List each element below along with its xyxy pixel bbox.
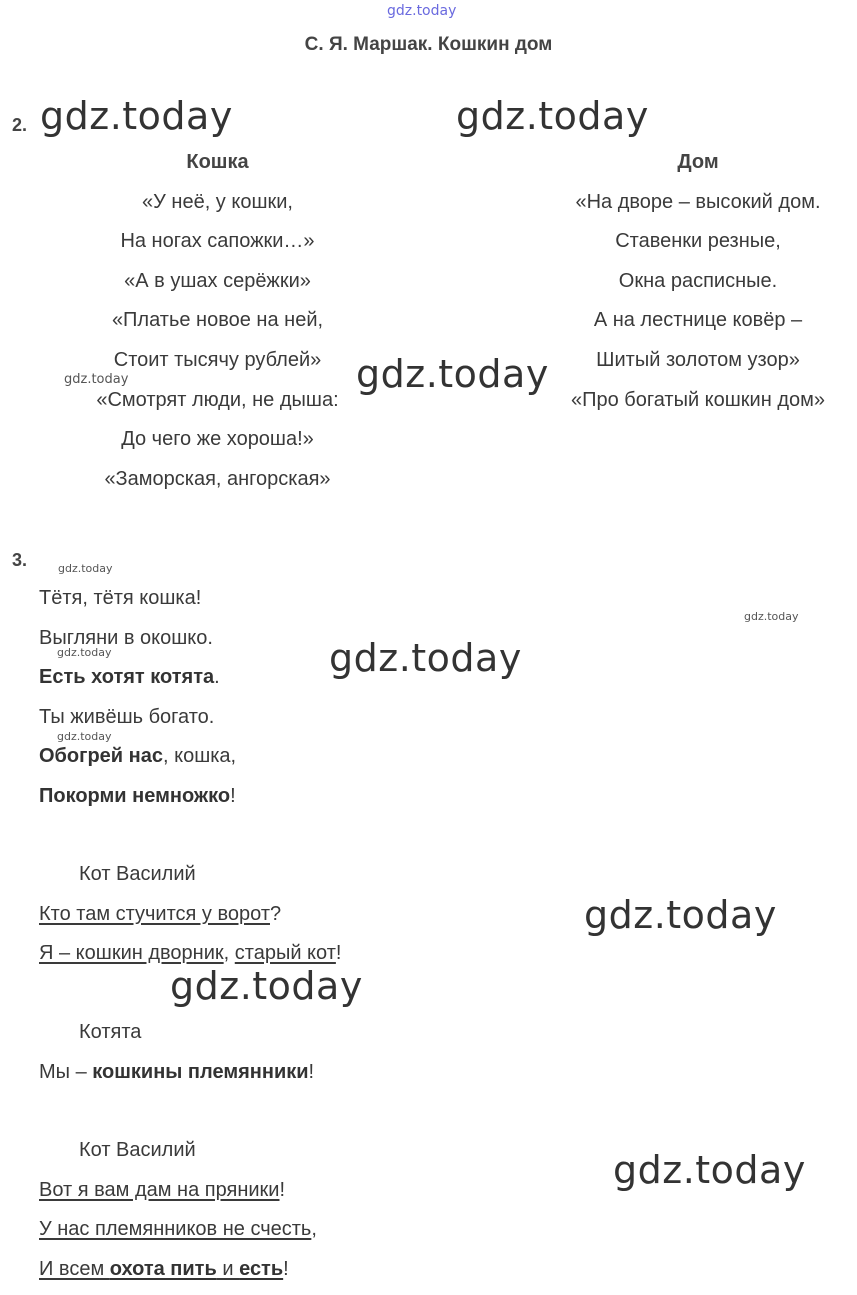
verse-text: . xyxy=(214,666,220,689)
watermark-small: gdz.today xyxy=(58,562,113,575)
cat-line: Стоит тысячу рублей» xyxy=(113,348,322,371)
watermark: gdz.today xyxy=(456,94,649,138)
verse-underlined: Кто там стучится у ворот xyxy=(39,902,270,925)
house-line: Шитый золотом узор» xyxy=(596,348,800,371)
verse-text: , xyxy=(223,942,235,965)
verse-text: Мы – xyxy=(39,1060,93,1083)
verse-text: , кошка, xyxy=(162,745,237,768)
page-title: С. Я. Маршак. Кошкин дом xyxy=(304,34,553,55)
house-column-heading: Дом xyxy=(677,151,719,173)
cat-line: До чего же хороша!» xyxy=(121,428,314,451)
cat-line: «У неё, у кошки, xyxy=(142,190,293,213)
watermark: gdz.today xyxy=(329,636,522,680)
watermark-top: gdz.today xyxy=(387,3,457,19)
verse-bold-underlined: охота пить xyxy=(109,1257,217,1280)
verse-line xyxy=(39,1250,317,1290)
cat-line: «А в ушах серёжки» xyxy=(124,269,311,292)
verse-line xyxy=(39,737,236,777)
watermark-small: gdz.today xyxy=(744,610,799,623)
verse-line xyxy=(39,895,341,935)
cat-line: «Смотрят люди, не дыша: xyxy=(96,388,339,411)
verse-underlined: У нас племянников не счесть xyxy=(39,1218,312,1241)
cat-line: На ногах сапожки…» xyxy=(120,230,315,253)
cat-column xyxy=(60,143,375,499)
house-column xyxy=(548,143,848,420)
verse-text: Тётя, тётя кошка! xyxy=(39,587,202,609)
watermark-small: gdz.today xyxy=(57,730,112,743)
verse-text: Выгляни в окошко. xyxy=(39,626,213,649)
verse-text: ? xyxy=(269,902,282,925)
verse-text: ! xyxy=(283,1257,289,1280)
watermark: gdz.today xyxy=(356,352,549,396)
task-3-number: 3. xyxy=(12,550,28,570)
watermark-small: gdz.today xyxy=(57,646,112,659)
vasily-reply-2 xyxy=(39,1131,317,1289)
verse-underlined: старый кот xyxy=(234,942,336,965)
verse-bold: Обогрей нас xyxy=(39,745,163,768)
verse-text: ! xyxy=(230,784,236,807)
house-line: Окна расписные. xyxy=(618,269,778,292)
kittens-verse xyxy=(39,579,236,817)
cat-line: «Заморская, ангорская» xyxy=(104,467,331,490)
verse-text: ! xyxy=(308,1060,315,1083)
task-2-number: 2. xyxy=(12,115,28,135)
verse-line xyxy=(39,1053,314,1093)
verse-text: ! xyxy=(279,1178,286,1201)
house-line: А на лестнице ковёр – xyxy=(593,309,803,332)
cat-line: «Платье новое на ней, xyxy=(111,309,324,332)
verse-underlined: Вот я вам дам на пряники xyxy=(39,1178,280,1201)
speaker-name: Кот Василий xyxy=(79,1139,196,1161)
verse-bold: Покорми немножко xyxy=(39,784,231,807)
verse-bold: кошкины племянники xyxy=(92,1060,309,1083)
kittens-reply xyxy=(39,1013,314,1092)
verse-text: ! xyxy=(335,942,342,965)
watermark: gdz.today xyxy=(613,1148,806,1192)
speaker-name: Кот Василий xyxy=(79,863,196,885)
verse-line xyxy=(39,1171,317,1211)
verse-underlined: И всем xyxy=(39,1257,110,1280)
verse-bold-underlined: есть xyxy=(239,1257,284,1280)
verse-text: Ты живёшь богато. xyxy=(39,705,215,728)
verse-line xyxy=(39,1210,317,1250)
verse-text: , xyxy=(311,1218,317,1241)
house-line: «Про богатый кошкин дом» xyxy=(570,388,825,411)
vasily-reply-1 xyxy=(39,855,341,974)
cat-column-heading: Кошка xyxy=(186,151,249,173)
verse-line xyxy=(39,658,236,698)
watermark: gdz.today xyxy=(40,94,233,138)
house-line: Ставенки резные, xyxy=(615,230,781,253)
speaker-name: Котята xyxy=(79,1021,142,1043)
house-line: «На дворе – высокий дом. xyxy=(575,190,821,213)
verse-underlined: и xyxy=(216,1257,240,1280)
watermark-small: gdz.today xyxy=(64,372,129,387)
verse-line xyxy=(39,579,236,619)
verse-line xyxy=(39,777,236,817)
watermark: gdz.today xyxy=(170,964,363,1008)
watermark: gdz.today xyxy=(584,893,777,937)
verse-underlined: Я – кошкин дворник xyxy=(39,942,224,965)
verse-bold: Есть хотят котята xyxy=(39,666,215,689)
